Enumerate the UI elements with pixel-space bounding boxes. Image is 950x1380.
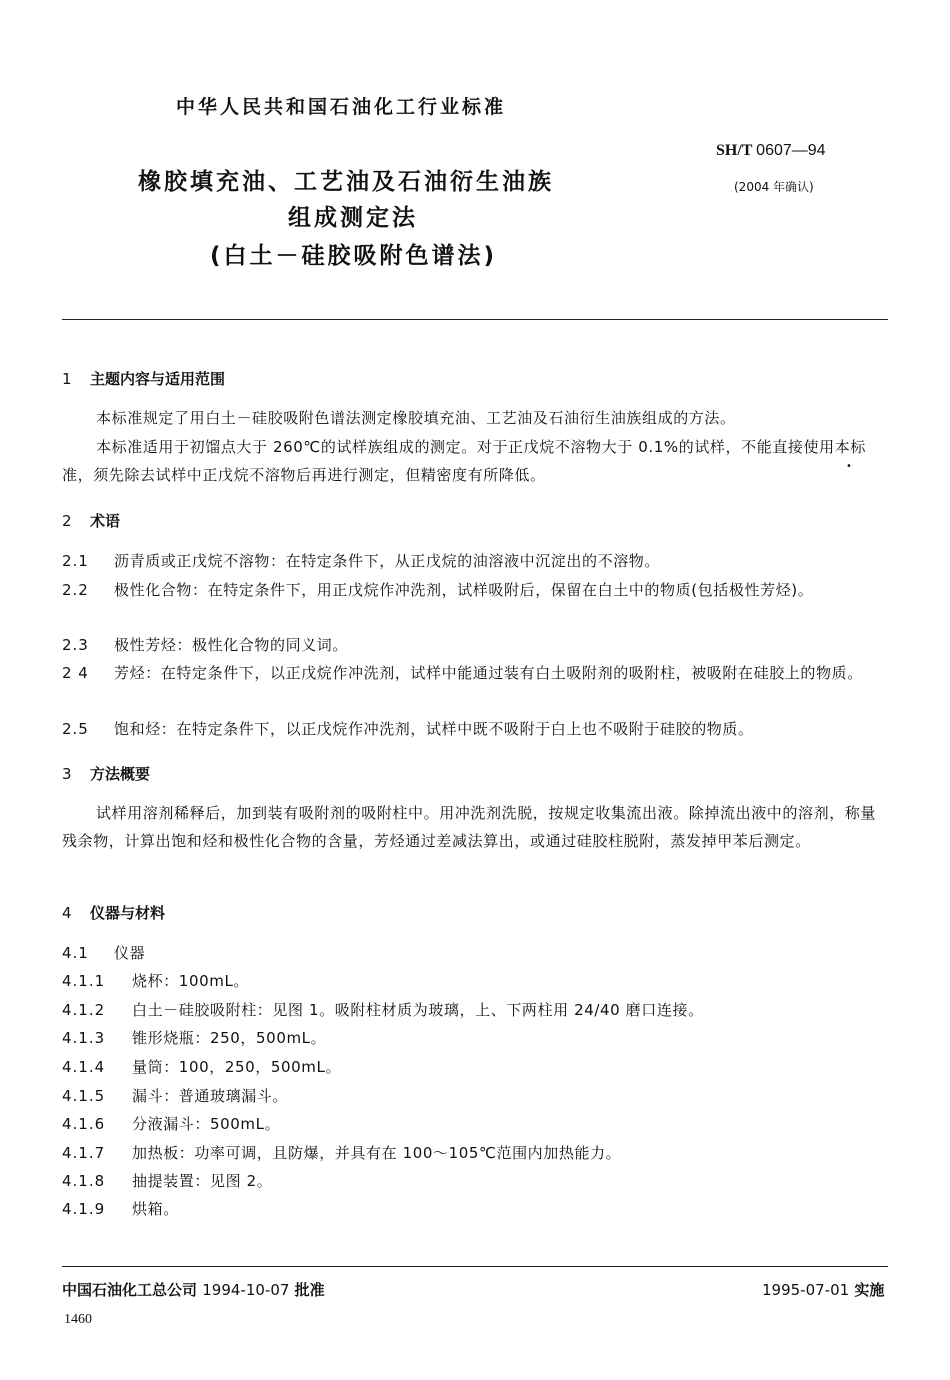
top-divider xyxy=(62,319,888,320)
term-item xyxy=(62,659,888,687)
standard-code xyxy=(716,142,826,160)
item-text: 量筒：100，250，500mL。 xyxy=(132,1058,342,1076)
section-title: 术语 xyxy=(90,512,121,530)
item-number: 4.1.3 xyxy=(62,1029,106,1047)
section-number: 2 xyxy=(62,512,72,530)
item-text: 锥形烧瓶：250，500mL。 xyxy=(132,1029,327,1047)
section-number: 1 xyxy=(62,370,72,388)
instrument-item xyxy=(62,1053,888,1081)
approval-label: 批准 xyxy=(294,1281,325,1299)
section-number: 4 xyxy=(62,904,72,922)
item-text: 烧杯：100mL。 xyxy=(132,972,249,990)
item-number: 4.1.4 xyxy=(62,1058,106,1076)
standard-code-number: 0607—94 xyxy=(756,142,826,159)
approval-date: 1994-10-07 xyxy=(202,1281,290,1299)
term-item xyxy=(62,715,888,743)
item-text: 分液漏斗：500mL。 xyxy=(132,1115,281,1133)
instrument-item xyxy=(62,1024,888,1052)
bottom-divider xyxy=(62,1266,888,1267)
section-1-paragraph-2: 本标准适用于初馏点大于 260℃的试样族组成的测定。对于正戊烷不溶物大于 0.1%的试样，不能直接使用本标准，须先除去试样中正戊烷不溶物后再进行测定，但精密度有所降低。 xyxy=(62,438,866,484)
term-number: 2.2 xyxy=(62,581,89,599)
term-text: 极性化合物：在特定条件下，用正戊烷作冲洗剂，试样吸附后，保留在白土中的物质(包括极性芳烃)。 xyxy=(114,581,814,599)
instrument-item xyxy=(62,1082,888,1110)
term-text: 芳烃：在特定条件下，以正戊烷作冲洗剂，试样中能通过装有白土吸附剂的吸附柱，被吸附在硅胶上的物质。 xyxy=(114,664,863,682)
term-item xyxy=(62,547,888,575)
subsection-number: 4.1 xyxy=(62,944,89,962)
term-number: 2.1 xyxy=(62,552,89,570)
implementation-date: 1995-07-01 xyxy=(762,1281,850,1299)
term-number: 2.5 xyxy=(62,720,89,738)
document-title-line1: 橡胶填充油、工艺油及石油衍生油族 xyxy=(138,169,554,195)
item-number: 4.1.2 xyxy=(62,1001,106,1019)
instrument-item xyxy=(62,1195,888,1223)
term-text: 极性芳烃：极性化合物的同义词。 xyxy=(114,636,349,654)
section-title: 方法概要 xyxy=(90,765,151,783)
section-title: 主题内容与适用范围 xyxy=(90,370,226,388)
approval-info xyxy=(62,1279,325,1300)
page-number: 1460 xyxy=(64,1312,92,1327)
term-text: 沥青质或正戊烷不溶物：在特定条件下，从正戊烷的油溶液中沉淀出的不溶物。 xyxy=(114,552,661,570)
section-number: 3 xyxy=(62,765,72,783)
standard-code-prefix: SH/T xyxy=(716,142,753,159)
term-item xyxy=(62,631,888,659)
section-2-heading xyxy=(62,510,120,531)
item-number: 4.1.5 xyxy=(62,1087,106,1105)
item-number: 4.1.8 xyxy=(62,1172,106,1190)
instrument-item xyxy=(62,996,888,1024)
term-text: 饱和烃：在特定条件下，以正戊烷作冲洗剂，试样中既不吸附于白上也不吸附于硅胶的物质。 xyxy=(114,720,754,738)
print-speck-mark: • xyxy=(846,461,852,472)
instrument-item xyxy=(62,1167,888,1195)
item-text: 加热板：功率可调，且防爆，并具有在 100～105℃范围内加热能力。 xyxy=(132,1144,622,1162)
instrument-item xyxy=(62,1139,888,1167)
instrument-item xyxy=(62,1110,888,1138)
implementation-info xyxy=(762,1279,884,1300)
section-1-paragraph-1: 本标准规定了用白土－硅胶吸附色谱法测定橡胶填充油、工艺油及石油衍生油族组成的方法。 xyxy=(96,409,736,427)
industry-standard-header: 中华人民共和国石油化工行业标准 xyxy=(176,96,507,118)
document-title-line3: (白土－硅胶吸附色谱法) xyxy=(210,243,498,269)
term-number: 2.3 xyxy=(62,636,89,654)
term-number: 2 4 xyxy=(62,664,89,682)
issuing-organization: 中国石油化工总公司 xyxy=(62,1281,198,1299)
item-number: 4.1.1 xyxy=(62,972,106,990)
document-title-line2: 组成测定法 xyxy=(288,205,418,231)
section-3-paragraph: 试样用溶剂稀释后，加到装有吸附剂的吸附柱中。用冲洗剂洗脱，按规定收集流出液。除掉流出液中的溶剂，称量残余物，计算出饱和烃和极性化合物的含量，芳烃通过差减法算出，或通过硅胶柱脱附，蒸发掉甲苯后测定。 xyxy=(62,804,877,850)
item-number: 4.1.7 xyxy=(62,1144,106,1162)
item-number: 4.1.6 xyxy=(62,1115,106,1133)
item-text: 漏斗：普通玻璃漏斗。 xyxy=(132,1087,289,1105)
confirmation-note: (2004 年确认) xyxy=(734,180,814,194)
item-number: 4.1.9 xyxy=(62,1200,106,1218)
section-1-heading xyxy=(62,368,225,389)
section-title: 仪器与材料 xyxy=(90,904,166,922)
subsection-title: 仪器 xyxy=(114,944,146,962)
section-3-heading xyxy=(62,763,150,784)
section-4-heading xyxy=(62,902,165,923)
term-item xyxy=(62,576,888,604)
item-text: 抽提装置：见图 2。 xyxy=(132,1172,273,1190)
item-text: 白土－硅胶吸附柱：见图 1。吸附柱材质为玻璃，上、下两柱用 24/40 磨口连接。 xyxy=(132,1001,704,1019)
subsection-4-1 xyxy=(62,939,888,967)
item-text: 烘箱。 xyxy=(132,1200,179,1218)
implementation-label: 实施 xyxy=(854,1281,885,1299)
instrument-item xyxy=(62,967,888,995)
